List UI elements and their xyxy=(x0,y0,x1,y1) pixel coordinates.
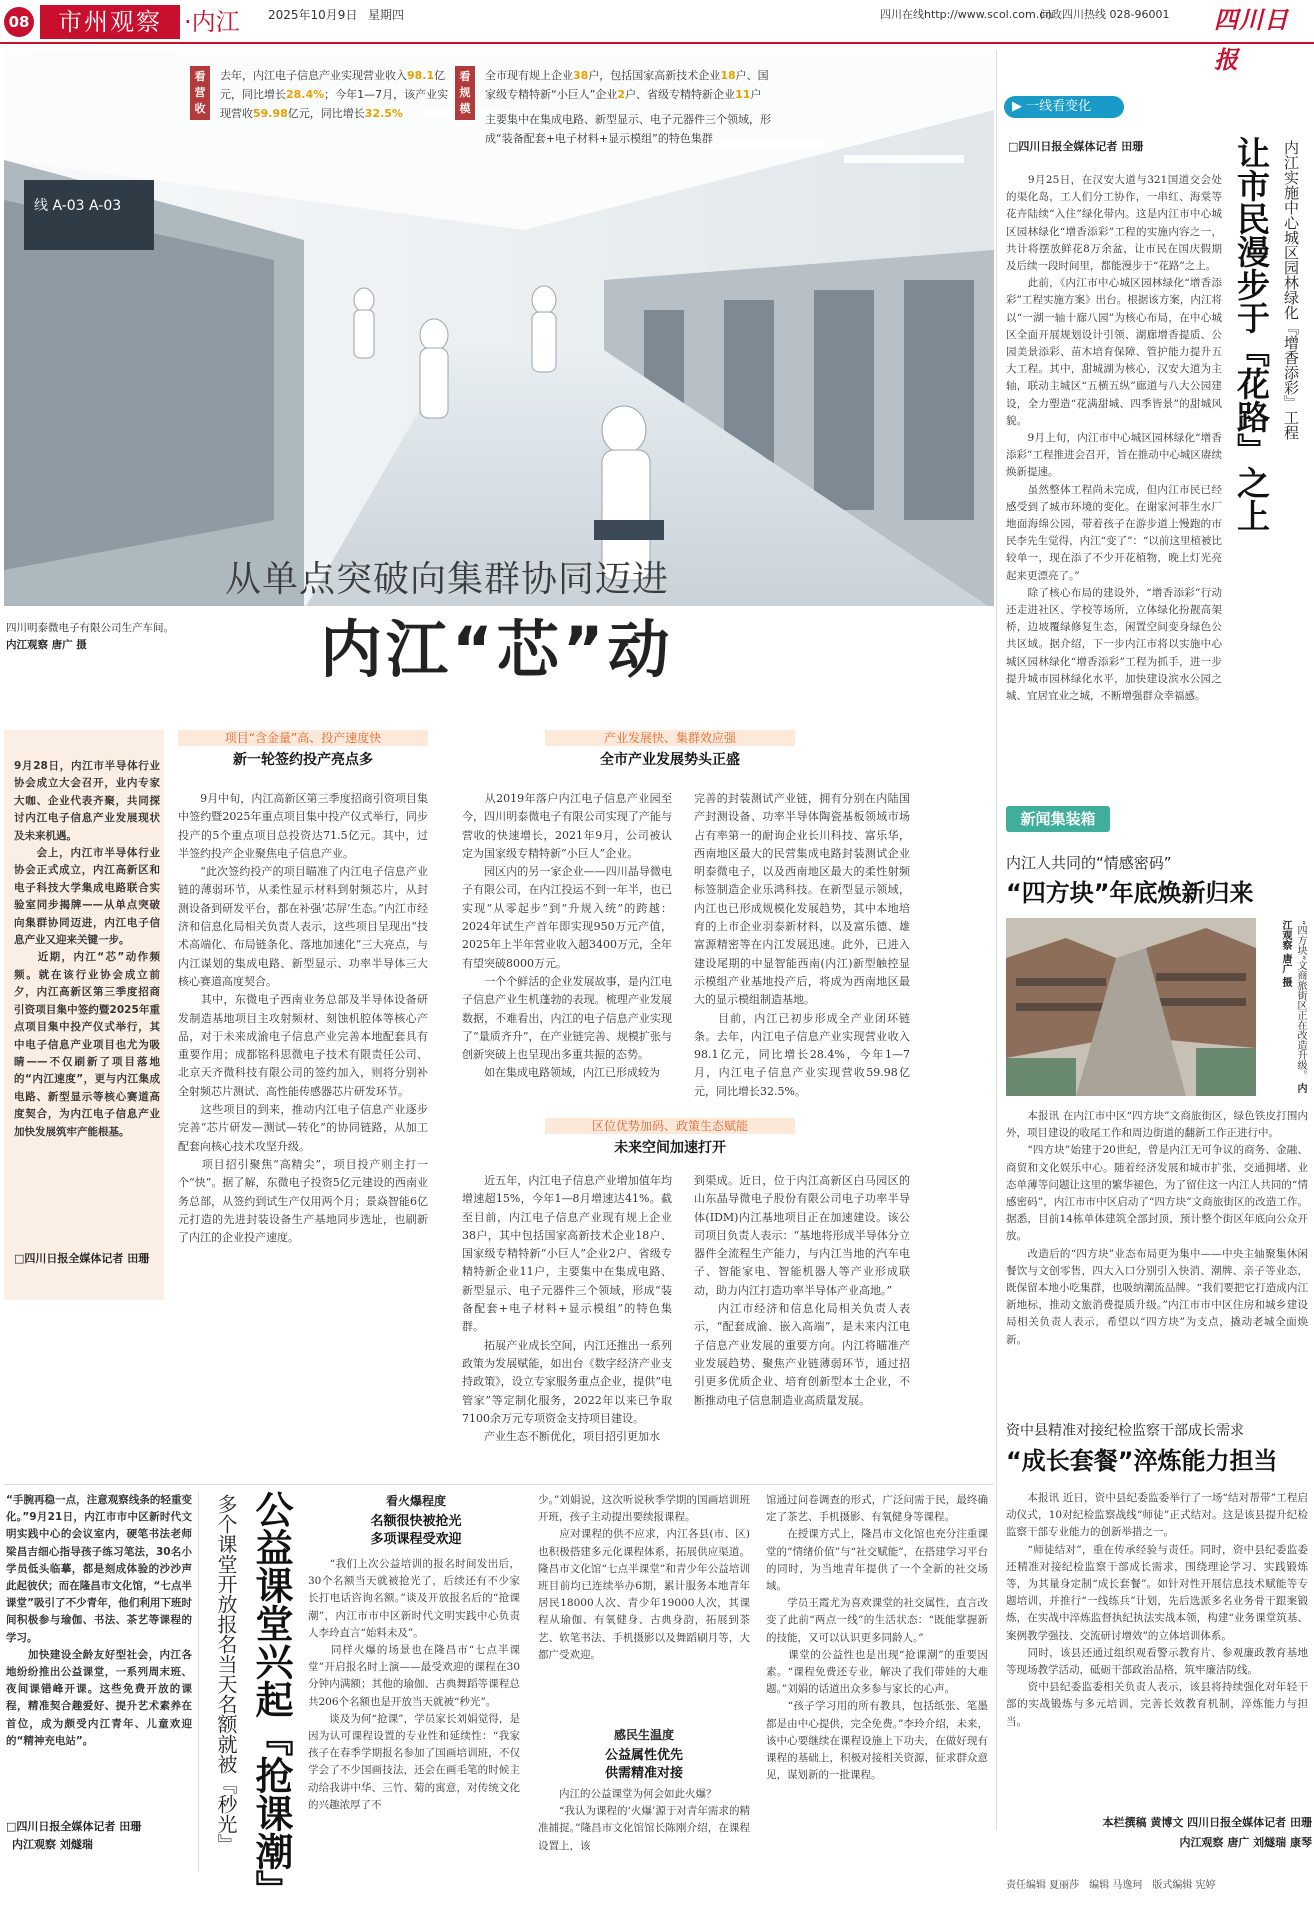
photo-caption-text: 四川明泰微电子有限公司生产车间。 xyxy=(6,622,174,634)
bottom-headline: 公益课堂兴起『抢课潮』 xyxy=(249,1490,293,1908)
lead-kicker: 从单点突破向集群协同迈进 xyxy=(225,559,670,600)
section-title: 市州观察 xyxy=(40,5,180,39)
right1-subhead: 内江实施中心城区园林绿化『增香添彩』工程 xyxy=(1282,140,1300,440)
section-2-text-2: 完善的封装测试产业链，拥有分别在内陆国产封测设备、功率半导体陶瓷基板领域市场占有率第一的耐询企业长川科技、富乐华，西南地区最大的民营集成电路封装测试企业明泰微电子，以及西南地区最大的柔性射频标签制造企业乐鸿科技。在新型显示领域，内江也已形成规模化发展趋势，其中本地培育的上市企业羽泰新材料，以及富乐德、雄富源精密等在内江发展迅速。此外，已进入建设尾期的中显智能西南(内江)新型触控显示模组产业基地投产后，将成为西南地区最大的显示模组制造基地。 目前，内江已初步形成全产业闭环链条。去年，内江电子信息产业实现营业收入98.1亿元，同比增长28.4%，今年1—7月，内江电子信息产业实现营收59.98亿元，同比增长32.5%。 xyxy=(694,792,910,1098)
section-2-subtitle: 全市产业发展势头正盛 xyxy=(600,752,740,768)
right1-headline: 让市民漫步于『花路』之上 xyxy=(1232,136,1271,532)
right3-credit-1: 本栏撰稿 黄博文 四川日报全媒体记者 田珊 xyxy=(1102,1816,1312,1829)
street-photo-caption-credit: 内江观察 唐广 摄 xyxy=(1280,920,1306,1094)
play-icon: ▶ xyxy=(1012,99,1027,114)
section-3-text-1: 近五年，内江电子信息产业增加值年均增速超15%，今年1—8月增速达41%。截至目前，内江电子信息产业现有规上企业38户，其中包括国家高新技术企业18户、国家级专精特新“小巨人”企业2户、省级专精特新企业11户，主要集中在集成电路、新型显示、电子元器件三个领域，形成“装备配套+电子材料+显示模组”的特色集群。 拓展产业成长空间，内江还推出一系列政策为发展赋能，如出台《数字经济产业支持政策》，设立专家服务重点企业，提供“电管家”等定制化服务，2022年以来已争取7100余万元专项资金支持项目建设。 产业生态不断优化，项目招引更加水 xyxy=(462,1174,672,1444)
website-url: 四川在线http://www.scol.com.cn xyxy=(880,8,1053,21)
intro-byline: □四川日报全媒体记者 田珊 xyxy=(14,1252,150,1265)
bottom-intro: “手腕再稳一点，注意观察线条的轻重变化。”9月21日，内江市市中区新时代文明实践中心的会议室内，硬笔书法老师梁昌吉细心指导孩子练习笔法，30名小学员低头临摹，都是刻成体验的沙沙声此起彼伏；而在隆昌市文化馆，“七点半课堂”吸引了不少青年，他们利用下班时间积极参与瑜伽、书法、茶艺等课程的学习。 加快建设全龄友好型社会，内江各地纷纷推出公益课堂，一系列周末班、夜间课错峰开课。这些免费开放的课程，精准契合趣爱好、提升艺术素养在首位，成为颇受内江青年、儿童欢迎的“精神充电站”。 xyxy=(6,1494,192,1747)
street-photo xyxy=(1006,918,1256,1096)
section-1 xyxy=(178,730,428,770)
stat-tag-scale: 看规模 xyxy=(455,66,475,120)
page-header xyxy=(0,0,1314,74)
section-3-text-2: 到渠成。近日，位于内江高新区白马园区的山东晶导微电子股份有限公司电子功率半导体(IDM)内江基地项目正在加速建设。该公司项目负责人表示：“基地将形成半导体分立器件全流程生产能力，与内江当地的汽车电子、智能家电、智能机器人等产业形成联动，助力内江打造功率半导体产业高地。” 内江市经济和信息化局相关负责人表示，“配套成渝、嵌入高端”，是未来内江电子信息产业发展的重要方向。内江将瞄准产业发展趋势、聚焦产业链薄弱环节，通过招引更多优质企业、培育创新型本土企业，不断推动电子信息制造业高质量发展。 xyxy=(694,1174,910,1407)
right1-byline: □四川日报全媒体记者 田珊 xyxy=(1008,140,1144,153)
header-rule xyxy=(0,42,1314,44)
right3-pretitle: 资中县精准对接纪检监察干部成长需求 xyxy=(1006,1423,1244,1439)
column-rule xyxy=(996,50,997,1830)
bottom-col2-text-2: 内江的公益课堂为何会如此火爆？ “我认为课程的‘火爆’源于对青年需求的精准捕捉。”隆昌市文化馆馆长陈刚介绍，在课程设置上，该 xyxy=(538,1788,750,1852)
bottom-col2-sub1: 感民生温度 xyxy=(613,1728,674,1742)
bottom-intro-byline: □四川日报全媒体记者 田珊 xyxy=(6,1820,142,1833)
badge-frontline-label: 一线看变化 xyxy=(1026,99,1092,114)
bottom-col2-text-1: 少。”刘娟说，这次听说秋季学期的国画培训班开班，孩子主动提出要续报课程。 应对课程的供不应求，内江各县(市、区)也积极搭建多元化课程体系，拓展供应渠道。隆昌市文化馆“七点半课堂”和青少年公益培训班目前均已连续举办6期，累计服务本地青年居民18000人次、青少年19000人次，其课程从瑜伽、有氧健身、古典身韵，拓展到茶艺、软笔书法、手机摄影以及舞蹈刷月等，大都广受欢迎。 xyxy=(538,1494,750,1661)
bottom-col1-sub2a: 名额很快被抢光 xyxy=(370,1514,462,1529)
stat-box-scale xyxy=(455,66,775,148)
bottom-subhead: 多个课堂开放报名当天名额就被『秒光』 xyxy=(214,1494,238,1854)
footer-editors: 责任编辑 夏丽莎 编辑 马逸珂 版式编辑 宪婷 xyxy=(1006,1880,1216,1891)
street-photo-caption xyxy=(1262,920,1308,1096)
right3-text: 本报讯 近日，资中县纪委监委举行了一场“结对帮带”工程启动仪式，10对纪检监察战线“师徒”正式结对。这是该县提升纪检监察干部专业能力的创新举措之一。 “师徒结对”，重在传承经验与责任。同时，资中县纪委监委还精准对接纪检监察干部成长需求，围绕理论学习、实践锻炼等，为其量身定制“成长套餐”。如针对性开展信息技术赋能等专题培训，并推行“一线练兵”计划，先后选派多名业务骨干跟案锻炼，在实战中淬炼监督执纪执法实战本领，构建“业务课堂筑基、案例教学强技、交流研讨增效”的立体培训体系。 同时，该县还通过组织观看警示教育片、参观廉政教育基地等现场教学活动，砥砺干部政治品格，筑牢廉洁防线。 资中县纪委监委相关负责人表示，该县将持续强化对年轻干部的实战锻炼与多元培训，完善长效教育机制，淬炼能力与担当。 xyxy=(1006,1492,1308,1728)
stat-text-revenue xyxy=(220,66,450,148)
section-2-text-1: 从2019年落户内江电子信息产业园至今，四川明泰微电子有限公司实现了产能与营收的快速增长，2021年9月，公司被认定为国家级专精特新“小巨人”企业。 园区内的另一家企业——四川晶导微电子有限公司，在内江投运不到一年半，也已实现“从零起步”到“升规入统”的跨越：2024年试生产首年即实现950万元产值，2025年上半年营业收入超3400万元，全年有望突破8000万元。 一个个鲜活的企业发展故事，是内江电子信息产业生机蓬勃的表现。梳理产业发展数据，不难看出，内江的电子信息产业实现了“量质齐升”，在产业链完善、规模扩张与创新突破上也呈现出多重共振的态势。 如在集成电路领域，内江已形成较为 xyxy=(462,792,672,1080)
bottom-col1-text: “我们上次公益培训的报名时间发出后，30个名额当天就被抢光了，后续还有不少家长打电话咨询名额。”谈及开放报名后的“抢课潮”，内江市市中区新时代文明实践中心负责人李玲直言“始料未及”。 同样火爆的场景也在隆昌市“七点半课堂”开启报名时上演——最受欢迎的课程在30分钟内满额；其他的瑜伽、古典舞蹈等课程总共206个名额也是开放当天就被“秒光”。 谈及为何“抢课”，学员家长刘娟觉得，是因为认可课程设置的专业性和延续性：“我家孩子在春季学期报名参加了国画培训班，不仅学会了不少国画技法，还会在画毛笔的时候主动给我讲中华、三竹、菊的寓意，对传统文化的兴趣浓厚了不 xyxy=(308,1558,520,1811)
page-number: 08 xyxy=(4,7,34,37)
section-1-subtitle: 新一轮签约投产亮点多 xyxy=(233,752,373,768)
subsection-title: ·内江 xyxy=(184,8,240,36)
badge-frontline xyxy=(1004,96,1124,118)
section-1-text: 9月中旬，内江高新区第三季度招商引资项目集中签约暨2025年重点项目集中投产仪式举行，同步投产的5个重点项目总投资达71.5亿元。其中，过半签约投产企业聚焦电子信息产业。 “此次签约投产的项目瞄准了内江电子信息产业链的薄弱环节，从柔性显示材料到射频芯片，从封测设备到研发平台，都在补强‘芯屏’生态。”内江市经济和信息化局相关负责人表示，这些项目呈现出“技术高端化、布局链条化、落地加速化”三大亮点，与内江谋划的集成电路、新型显示、功率半导体三大核心赛道高度契合。 其中，东微电子西南业务总部及半导体设备研发制造基地项目主攻射频材、刻蚀机腔体等核心产品，对于未来成渝电子信息产业完善本地配套具有重要作用；成都铭科思微电子技术有限责任公司、北京天齐微科技有限公司的签约加入，则将分别补全射频芯片测试、高性能传感器芯片研发环节。 这些项目的到来，推动内江电子信息产业逐步完善“芯片研发—测试—转化”的协同链路，从加工配套向核心技术攻坚升级。 项目招引聚焦“高精尖”，项目投产则主打一个“快”。据了解，东微电子投资5亿元建设的西南业务总部，从签约到试生产仅用两个月；景焱智能6亿元打造的先进封装设备生产基地同步选址，也刷新了内江的企业投产速度。 xyxy=(178,792,428,1245)
right1-text: 9月25日，在汉安大道与321国道交会处的渠化岛，工人们分工协作，一串红、海棠等花卉陆续“入住”绿化带内。这是内江市中心城区园林绿化“增香添彩”工程的实施内容之一，共计将摆放鲜花8万余盆，让市民在国庆假期及后续一段时间里，都能漫步于“花路”之上。 此前，《内江市中心城区园林绿化“增香添彩”工程实施方案》出台。根据该方案，内江将以“一湖一轴十廊八园”为核心布局，在中心城区全面开展规划设计引领、湖廊增香提质、公园美景添彩、苗木培育保障、管护能力提升五大工程。其中，甜城湖为核心，汉安大道为主轴，联动主城区“五横五纵”廊道与八大公园建设，全力塑造“花满甜城、四季皆景”的甜城风貌。 9月上旬，内江市中心城区园林绿化“增香添彩”工程推进会召开，旨在推动中心城区赓续焕新提速。 虽然整体工程尚未完成，但内江市民已经感受到了城市环境的变化。在谢家河菲生水厂地面海绵公园，带着孩子在游步道上慢跑的市民李先生觉得，内江“变了”：“以前这里植被比较单一，现在添了不少开花植物，晚上灯光亮起来更漂亮了。” 除了核心布局的建设外，“增香添彩”行动还走进社区、学校等场所，立体绿化扮靓高架桥，边坡覆绿修复生态，闲置空间变身绿色公共区域。据介绍，下一步内江市将以实施中心城区园林绿化“增香添彩”工程为抓手，进一步提升城市园林绿化水平，加快建设滨水公园之城、宜居宜业之城，不断增强群众幸福感。 xyxy=(1006,174,1222,703)
bottom-divider xyxy=(198,1492,199,1872)
bottom-col2-sub2b: 供需精准对接 xyxy=(604,1766,683,1781)
section-2-band: 产业发展快、集群效应强 xyxy=(545,730,795,746)
svg-text:线 A-03 A-03: 线 A-03 A-03 xyxy=(34,198,122,214)
issue-date: 2025年10月9日 xyxy=(268,8,358,22)
stat-tag-revenue: 看营收 xyxy=(190,66,210,120)
street-photo-caption-text: “四方块”文商旅街区正在改造升级。 xyxy=(1295,920,1306,1081)
masthead-logo: 四川日报 xyxy=(1214,5,1289,74)
right2-title: “四方块”年底焕新归来 xyxy=(1006,879,1254,907)
right3-credit-2: 内江观察 唐广 刘燧瑞 康琴 xyxy=(1179,1836,1312,1849)
stat-box-revenue xyxy=(190,66,450,148)
stat-text-scale-1: 全市现有规上企业38户，包括国家高新技术企业18户、国家级专精特新“小巨人”企业2户、省级专精特新企业11户 xyxy=(485,69,769,101)
photo-caption-credit: 内江观察 唐广 摄 xyxy=(6,639,87,651)
photo-caption xyxy=(6,620,186,660)
badge-news-box: 新闻集装箱 xyxy=(1006,806,1110,832)
bottom-col1-sub1: 看火爆程度 xyxy=(385,1494,446,1508)
bottom-col3-text: 馆通过问卷调查的形式，广泛问需于民，最终确定了茶艺、手机摄影、有氧健身等课程。 在授课方式上，隆昌市文化馆也充分注重课堂的“情绪价值”与“社交赋能”，在搭建学习平台的同时，为当地青年提供了一个全新的社交场域。 学员王霞尤为喜欢课堂的社交属性，直言改变了此前“两点一线”的生活状态：“既能掌握新的技能，又可以认识更多同龄人。” 课堂的公益性也是出现“抢课潮”的重要因素。“课程免费还专业，解决了我们带娃的大难题。”刘娟的话道出众多参与家长的心声。 “孩子学习用的所有教具，包括纸张、笔墨都是由中心提供，完全免费。”李玲介绍，未来，该中心要继续在课程设施上下功夫，在做好现有课程的基础上，积极对接相关资源，征求群众意见，谋划新的一批课程。 xyxy=(766,1494,988,1782)
section-3-band: 区位优势加码、政策生态赋能 xyxy=(545,1118,795,1134)
bottom-col2-sub2a: 公益属性优先 xyxy=(604,1748,683,1763)
right2-text: 本报讯 在内江市中区“四方块”文商旅街区，绿色铁皮打围内外，项目建设的收尾工作和周边街道的翻新工作正进行中。 “四方块”始建于20世纪，曾是内江无可争议的商务、金融、商贸和文化娱乐中心。随着经济发展和城市扩张，交通拥堵、业态单薄等问题让这里的繁华褪色，为了留住这一内江人共同的“情感密码”，内江市市中区启动了“四方块”文商旅街区的改造工作。据悉，目前14栋单体建筑全部封顶，预计整个街区年底向公众开放。 改造后的“四方块”业态布局更为集中——中央主轴聚集休闲餐饮与文创零售，四大入口分别引入快消、潮牌、亲子等业态，既保留本地小吃集群，也吸纳潮流品牌。“我们要把它打造成内江新地标，推动文旅消费提质升级。”内江市市中区住房和城乡建设局相关负责人表示，希望以“四方块”为支点，撬动老城全面焕新。 xyxy=(1006,1110,1308,1346)
section-2 xyxy=(470,730,870,770)
lead-title: 内江“芯”动 xyxy=(320,613,674,686)
hotline: 问政四川热线 028-96001 xyxy=(1040,8,1170,21)
stat-text-revenue-content: 去年，内江电子信息产业实现营业收入98.1亿元，同比增长28.4%；今年1—7月，该产业实现营收59.98亿元，同比增长32.5% xyxy=(220,69,449,120)
stat-text-scale-2: 主要集中在集成电路、新型显示、电子元器件三个领域，形成“装备配套+电子材料+显示模组”的特色集群 xyxy=(485,113,771,145)
bottom-intro-credit: 内江观察 刘燧瑞 xyxy=(12,1838,93,1851)
section-1-band: 项目“含金量”高、投产速度快 xyxy=(178,730,428,746)
section-3-subtitle: 未来空间加速打开 xyxy=(614,1140,726,1156)
right2-pretitle: 内江人共同的“情感密码” xyxy=(1006,854,1172,872)
issue-weekday: 星期四 xyxy=(368,8,405,22)
section-3 xyxy=(470,1118,870,1158)
right3-title: “成长套餐”淬炼能力担当 xyxy=(1006,1447,1278,1475)
intro-text: 9月28日，内江市半导体行业协会成立大会召开，业内专家大咖、企业代表齐聚，共同探讨内江电子信息产业发展现状及未来机遇。 会上，内江市半导体行业协会正式成立，内江高新区和电子科技大学集成电路联合实验室同步揭牌——从单点突破向集群协同迈进，内江电子信息产业又迎来关键一步。 近期，内江“芯”动作频频。就在该行业协会成立前夕，内江高新区第三季度招商引资项目集中签约暨2025年重点项目集中投产仪式举行，其中电子信息产业项目也尤为吸睛——不仅刷新了项目落地的“内江速度”，更与内江集成电路、新型显示等核心赛道高度契合，为内江电子信息产业加快发展筑牢产能根基。 xyxy=(14,760,160,1138)
bottom-rule xyxy=(4,1484,994,1485)
bottom-col1-sub2b: 多项课程受欢迎 xyxy=(370,1532,462,1547)
